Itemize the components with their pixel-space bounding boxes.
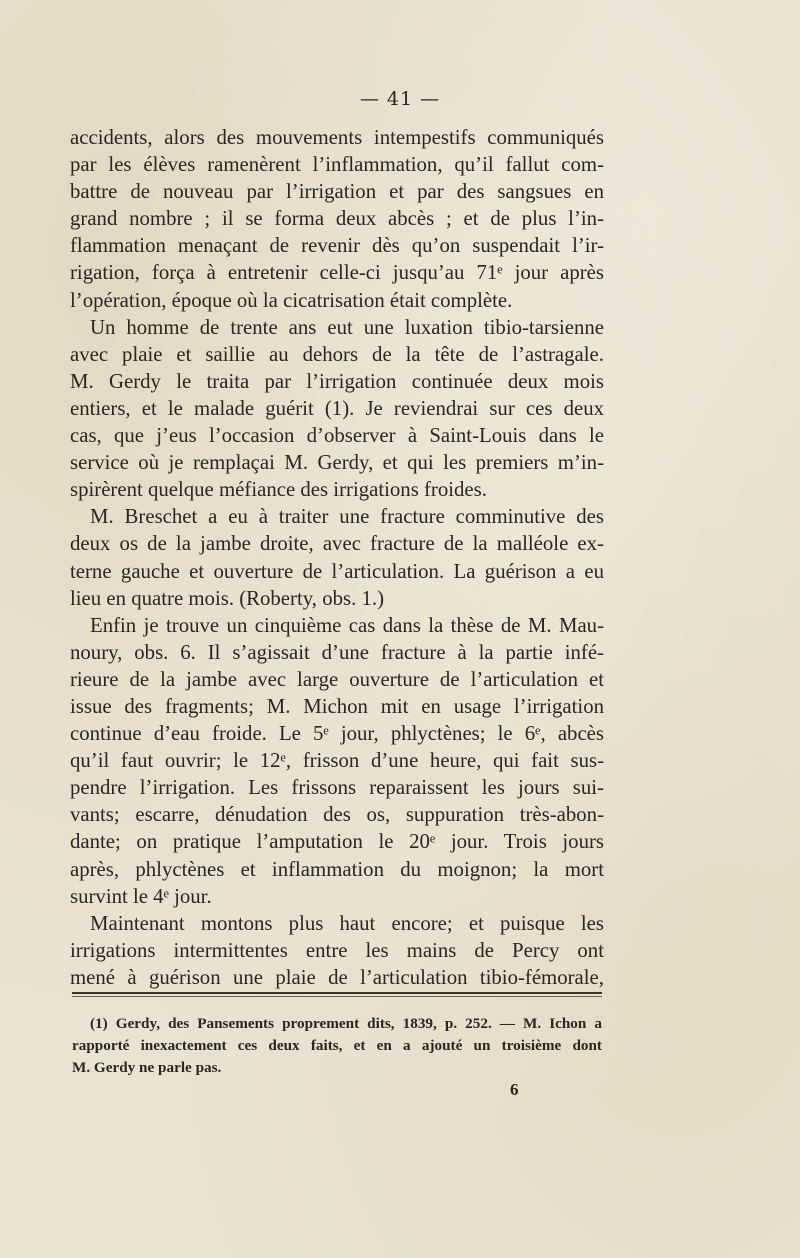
text-line: continue d’eau froide. Le 5ᵉ jour, phlyctènes; le 6ᵉ, abcès (70, 722, 604, 746)
text-line: M. Gerdy le traita par l’irrigation continuée deux mois (70, 369, 604, 393)
text-line: grand nombre ; il se forma deux abcès ; et de plus l’in- (70, 207, 604, 231)
text-line: mené à guérison une plaie de l’articulation tibio-fémorale, (70, 965, 604, 989)
footnote-line: (1) Gerdy, des Pansements proprement dits, 1839, p. 252. — M. Ichon a (90, 1015, 602, 1032)
text-line: issue des fragments; M. Michon mit en usage l’irrigation (70, 694, 604, 718)
text-line: rigation, força à entretenir celle-ci jusqu’au 71ᵉ jour après (70, 261, 604, 285)
text-line: pendre l’irrigation. Les frissons reparaissent les jours sui- (70, 776, 604, 800)
text-line: avec plaie et saillie au dehors de la tête de l’astragale. (70, 342, 604, 366)
text-line: spirèrent quelque méfiance des irrigations froides. (70, 478, 487, 502)
signature-mark: 6 (510, 1080, 519, 1099)
text-line: par les élèves ramenèrent l’inflammation, qu’il fallut com- (70, 153, 604, 177)
text-line: service où je remplaçai M. Gerdy, et qui les premiers m’in- (70, 451, 604, 475)
text-line: Maintenant montons plus haut encore; et puisque les (90, 911, 604, 935)
text-line: irrigations intermittentes entre les mains de Percy ont (70, 938, 604, 962)
footnote-line: rapporté inexactement ces deux faits, et en a ajouté un troisième dont (72, 1037, 602, 1054)
text-line: après, phlyctènes et inflammation du moignon; la mort (70, 857, 604, 881)
text-line: rieure de la jambe avec large ouverture de l’articulation et (70, 667, 604, 691)
text-line: vants; escarre, dénudation des os, suppuration très-abon- (70, 803, 604, 827)
text-line: Enfin je trouve un cinquième cas dans la thèse de M. Mau- (90, 613, 604, 637)
text-line: cas, que j’eus l’occasion d’observer à Saint-Louis dans le (70, 424, 604, 448)
text-line: flammation menaçant de revenir dès qu’on suspendait l’ir- (70, 234, 604, 258)
footnote-divider-thin (72, 996, 602, 997)
text-line: accidents, alors des mouvements intempestifs communiqués (70, 126, 604, 149)
text-line: battre de nouveau par l’irrigation et par des sangsues en (70, 180, 604, 204)
text-line: deux os de la jambe droite, avec fracture de la malléole ex- (70, 532, 604, 556)
text-line: entiers, et le malade guérit (1). Je reviendrai sur ces deux (70, 396, 604, 420)
text-line: terne gauche et ouverture de l’articulation. La guérison a eu (70, 559, 604, 583)
text-line: Un homme de trente ans eut une luxation tibio-tarsienne (90, 315, 604, 339)
text-line: M. Breschet a eu à traiter une fracture comminutive des (90, 505, 604, 529)
text-line: qu’il faut ouvrir; le 12ᵉ, frisson d’une heure, qui fait sus- (70, 749, 604, 773)
text-line: dante; on pratique l’amputation le 20ᵉ jour. Trois jours (70, 830, 604, 854)
text-line: lieu en quatre mois. (Roberty, obs. 1.) (70, 586, 385, 610)
text-line: noury, obs. 6. Il s’agissait d’une fracture à la partie infé- (70, 640, 604, 664)
text-line: l’opération, époque où la cicatrisation était complète. (70, 288, 513, 312)
body-text (70, 124, 604, 991)
footnote (72, 1013, 602, 1079)
footnote-line: M. Gerdy ne parle pas. (72, 1059, 222, 1076)
footnote-divider (72, 992, 602, 994)
page-number: — 41 — (359, 88, 441, 110)
text-line: survint le 4ᵉ jour. (70, 884, 212, 908)
